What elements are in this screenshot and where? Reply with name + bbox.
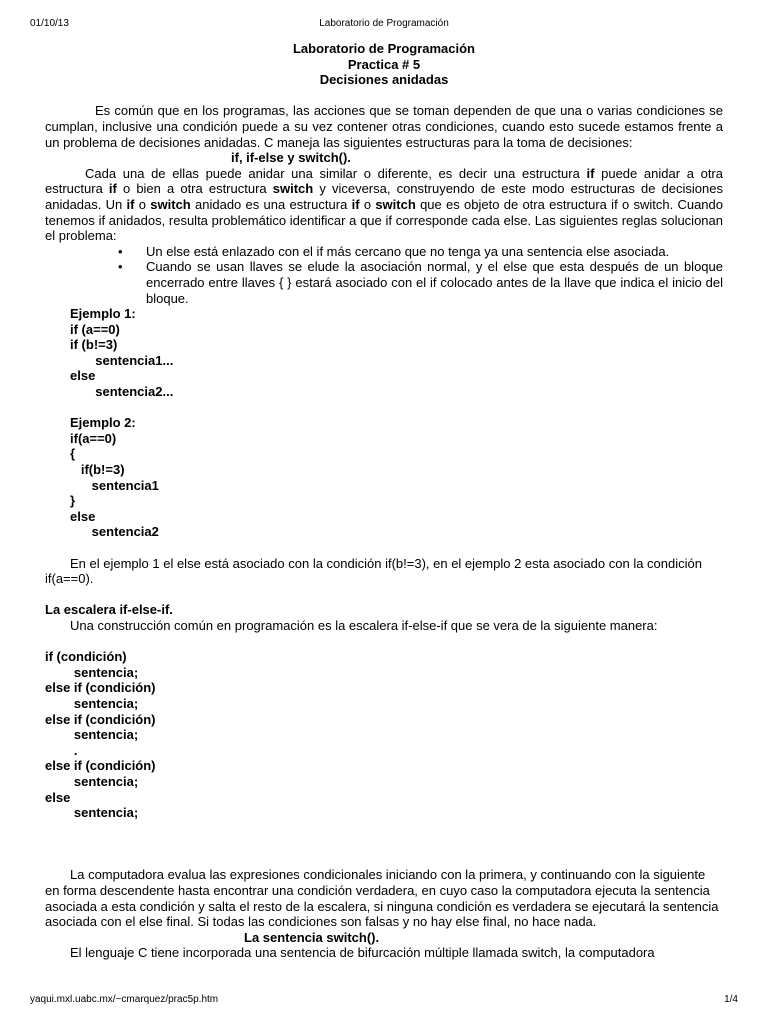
ladder-code <box>45 649 723 821</box>
examples-explanation: En el ejemplo 1 el else está asociado con la condición if(b!=3), en el ejemplo 2 esta asociado con la condición if(a==0). <box>45 555 702 587</box>
example-1-code <box>45 306 723 400</box>
rules-list <box>45 244 723 306</box>
doc-title: Laboratorio de Programación <box>292 41 476 56</box>
bullet-icon: • <box>118 259 123 275</box>
code-line: sentencia; <box>45 695 139 711</box>
doc-subtitle: Decisiones anidadas <box>319 72 449 88</box>
code-line: else <box>45 789 71 805</box>
code-line: if(b!=3) <box>70 462 125 478</box>
doc-practice: Practica # 5 <box>347 56 421 72</box>
ladder-heading: La escalera if-else-if. <box>45 602 173 618</box>
code-line: sentencia1... <box>70 352 174 368</box>
footer-url[interactable]: yaqui.mxl.uabc.mx/~cmarquez/prac5p.htm <box>30 994 219 1005</box>
code-line: sentencia2... <box>70 384 174 400</box>
code-line: if (condición) <box>45 649 127 665</box>
bullet-icon: • <box>118 243 123 259</box>
structures-line: if, if-else y switch(). <box>231 150 351 166</box>
header-title: Laboratorio de Programación <box>319 18 449 29</box>
code-line: Ejemplo 1: <box>70 306 136 322</box>
switch-intro: El lenguaje C tiene incorporada una sentencia de bifurcación múltiple llamada switch, la computadora <box>70 945 655 961</box>
intro-paragraph: Es común que en los programas, las acciones que se toman dependen de que una o varias condiciones se cumplan, inclusive una condición puede a su vez contener otras condiciones, cuando esto sucede estamos frente a un problema de decisiones anidadas. C maneja las siguientes estructuras para la toma de decisiones: <box>45 103 723 150</box>
example-2-code <box>45 415 723 540</box>
code-line: if (a==0) <box>70 321 120 337</box>
code-line: { <box>70 446 76 462</box>
code-line: if(a==0) <box>70 430 117 446</box>
ladder-intro: Una construcción común en programación es la escalera if-else-if que se vera de la siguiente manera: <box>70 617 658 633</box>
footer-page-number: 1/4 <box>724 994 738 1005</box>
code-line: sentencia; <box>45 727 139 743</box>
code-line: Ejemplo 2: <box>70 415 136 431</box>
code-line: sentencia1 <box>70 477 159 493</box>
code-line: . <box>45 742 78 758</box>
code-line: sentencia; <box>45 664 139 680</box>
list-item: • Un else está enlazado con el if más cercano que no tenga ya una sentencia else asociada. <box>118 243 670 259</box>
code-line: else <box>70 368 96 384</box>
code-line: else if (condición) <box>45 711 156 727</box>
code-line: else <box>70 508 96 524</box>
code-line: } <box>70 493 76 509</box>
header-date: 01/10/13 <box>30 18 69 29</box>
code-line: else if (condición) <box>45 680 156 696</box>
code-line: if (b!=3) <box>70 337 118 353</box>
document-body <box>45 41 723 961</box>
nesting-paragraph: Cada una de ellas puede anidar una similar o diferente, es decir una estructura if puede anidar a otra estructura if o bien a otra estructura switch y viceversa, construyendo de este modo estructuras de decisiones anidadas. Un if o switch anidado es una estructura if o switch que es objeto de otra estructura if o switch. Cuando tenemos if anidados, resulta problemático identificar a que if corresponde cada else. Las siguientes reglas solucionan el problema: <box>45 165 723 244</box>
ladder-explanation: La computadora evalua las expresiones condicionales iniciando con la primera, y continuando con la siguiente en forma descendente hasta encontrar una condición verdadera, en cuyo caso la computadora ejecuta la sentencia asociada a esta condición y salta el resto de la escalera, si ninguna condición es verdadera se ejecutará la sentencia asociada con el else final. Si todas las condiciones son falsas y no hay else final, no hace nada. <box>45 867 719 930</box>
switch-heading: La sentencia switch(). <box>244 929 380 945</box>
code-line: sentencia; <box>45 773 139 789</box>
code-line: sentencia2 <box>70 524 159 540</box>
code-line: else if (condición) <box>45 758 156 774</box>
list-item: • Cuando se usan llaves se elude la asociación normal, y el else que esta después de un bloque encerrado entre llaves { } estará asociado con el if colocado antes de la llave que indica el inicio del bloque. <box>118 259 723 306</box>
code-line: sentencia; <box>45 805 139 821</box>
